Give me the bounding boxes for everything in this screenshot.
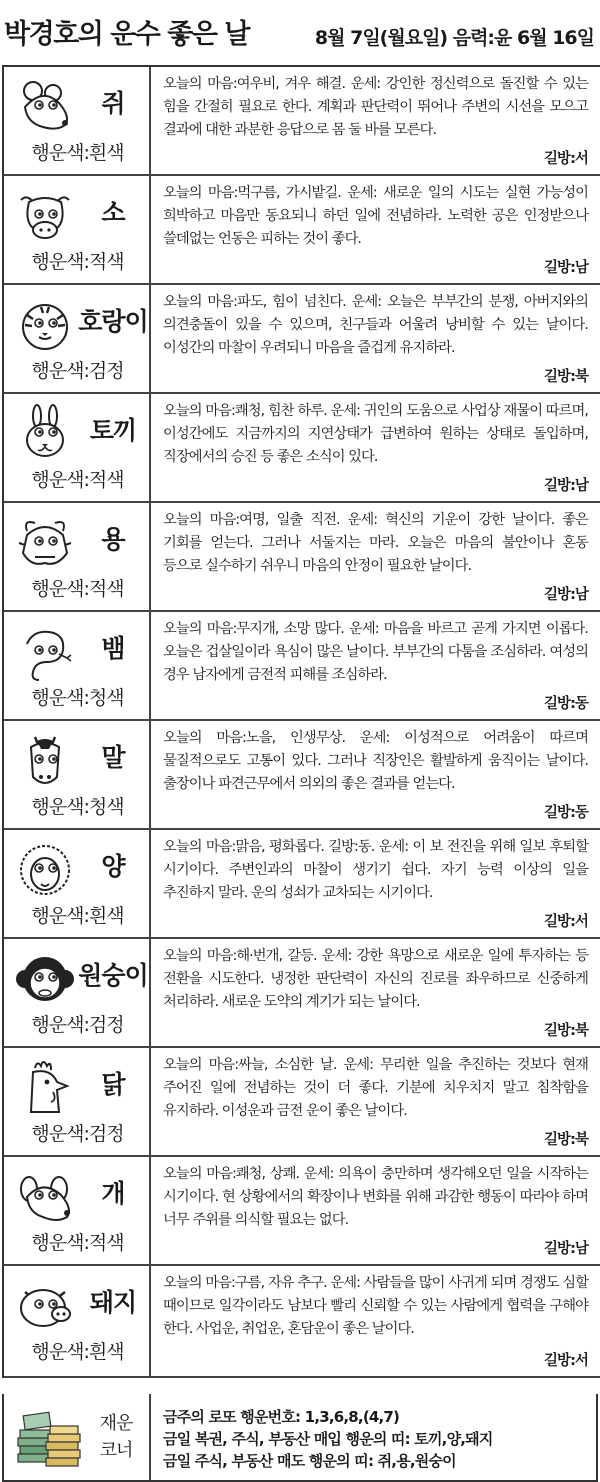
fortune-cell xyxy=(151,503,600,610)
zodiac-name: 호랑이 xyxy=(78,307,148,336)
lucky-color: 행운색:흰색 xyxy=(31,142,124,164)
zodiac-label-cell xyxy=(4,721,151,828)
lucky-direction: 길방:남 xyxy=(538,257,588,279)
zodiac-label-cell xyxy=(4,1266,151,1376)
zodiac-label-cell xyxy=(4,67,151,174)
rooster-icon xyxy=(13,1058,77,1118)
lucky-color: 행운색:검정 xyxy=(31,1123,124,1145)
lucky-direction: 길방:북 xyxy=(538,366,588,388)
zodiac-label-cell xyxy=(4,176,151,283)
fortune-text: 오늘의 마음:무지개, 소망 많다. 운세: 마음을 바르고 곧게 가지면 이롭다. 오늘은 겁살일이라 욕심이 많은 날이다. 부부간의 다툼을 조심하라. 여성의 경우 남자에게 금전적 피해를 조심하라. xyxy=(163,621,588,684)
zodiac-row xyxy=(4,721,600,830)
zodiac-label-cell xyxy=(4,285,151,392)
snake-icon xyxy=(13,622,77,682)
fortune-text: 오늘의 마음:노을, 인생무상. 운세: 이성적으로 어려움이 따르며 물질적으로도 고통이 있다. 그러나 직장인은 활발하게 움직이는 날이다. 출장이나 파견근무에서 의외의 좋은 결과를 얻는다. xyxy=(163,730,588,793)
fortune-text: 오늘의 마음:해·번개, 갈등. 운세: 강한 욕망으로 새로운 일에 투자하는 등 전환을 시도한다. 냉정한 판단력이 자신의 진로를 좌우하므로 신중하게 처리하라. 새로운 도약의 계기가 되는 날이다. xyxy=(163,948,588,1011)
zodiac-row xyxy=(4,612,600,721)
zodiac-label-cell xyxy=(4,1048,151,1155)
fortune-cell xyxy=(151,394,600,501)
lucky-color: 행운색:청색 xyxy=(31,687,124,709)
zodiac-row xyxy=(4,939,600,1048)
lucky-direction: 길방:북 xyxy=(538,1020,588,1042)
zodiac-label-cell xyxy=(4,1157,151,1264)
wealth-corner-label-line2: 코너 xyxy=(99,1440,133,1461)
lucky-color: 행운색:적색 xyxy=(31,1232,124,1254)
zodiac-row xyxy=(4,285,600,394)
lucky-color: 행운색:검정 xyxy=(31,1014,124,1036)
sell-lucky-signs: 금일 주식, 부동산 매도 행운의 띠: 쥐,용,원숭이 xyxy=(163,1452,456,1470)
fortune-text: 오늘의 마음:쾌청, 힘찬 하루. 운세: 귀인의 도움으로 사업상 재물이 따르며, 이성간에도 지금까지의 지연상태가 급변하여 원하는 상태로 돌입하며, 직장에서의 승진 등 좋은 소식이 있다. xyxy=(163,403,588,466)
zodiac-row xyxy=(4,394,600,503)
zodiac-label-cell xyxy=(4,612,151,719)
rabbit-icon xyxy=(13,404,77,464)
zodiac-label-cell xyxy=(4,830,151,937)
fortune-text: 오늘의 마음:구름, 자유 추구. 운세: 사람들을 많이 사귀게 되며 경쟁도 심할 때이므로 일각이라도 남보다 빨리 신뢰할 수 있는 사람에게 협력을 구해야 한다. 사업운, 취업운, 혼담운이 좋은 날이다. xyxy=(163,1275,588,1338)
dragon-icon xyxy=(13,513,77,573)
lotto-numbers: 금주의 로또 행운번호: 1,3,6,8,(4,7) xyxy=(163,1408,400,1426)
rat-icon xyxy=(13,77,77,137)
zodiac-row xyxy=(4,1157,600,1266)
zodiac-name: 돼지 xyxy=(89,1288,137,1317)
zodiac-name: 뱀 xyxy=(101,634,125,663)
buy-lucky-signs: 금일 복권, 주식, 부동산 매입 행운의 띠: 토끼,양,돼지 xyxy=(163,1430,493,1448)
zodiac-name: 용 xyxy=(101,525,125,554)
lucky-direction: 길방:서 xyxy=(538,911,588,933)
zodiac-label-cell xyxy=(4,939,151,1046)
lucky-direction: 길방:동 xyxy=(538,693,588,715)
fortune-cell xyxy=(151,67,600,174)
fortune-text: 오늘의 마음:먹구름, 가시밭길. 운세: 새로운 일의 시도는 실현 가능성이 희박하고 마음만 동요되니 하던 일에 전념하라. 노력한 공은 인정받으나 쓸데없는 언동은 피하는 것이 좋다. xyxy=(163,185,588,248)
ox-icon xyxy=(13,186,77,246)
lucky-color: 행운색:검정 xyxy=(31,360,124,382)
page-title: 박경호의 운수 좋은 날 xyxy=(4,19,249,50)
lucky-color: 행운색:적색 xyxy=(31,251,124,273)
lucky-direction: 길방:북 xyxy=(538,1129,588,1151)
fortune-cell xyxy=(151,1157,600,1264)
zodiac-name: 양 xyxy=(101,852,125,881)
zodiac-name: 토끼 xyxy=(89,416,137,445)
zodiac-row xyxy=(4,67,600,176)
zodiac-name: 말 xyxy=(101,743,125,772)
fortune-text: 오늘의 마음:맑음, 평화롭다. 길방:동. 운세: 이 보 전진을 위해 일보 후퇴할 시기이다. 주변인과의 마찰이 생기기 쉽다. 자기 능력 이상의 일을 추진하지 말라. 운의 성쇠가 교차되는 시기이다. xyxy=(163,839,588,902)
lucky-color: 행운색:적색 xyxy=(31,578,124,600)
money-stack-icon xyxy=(14,1408,86,1470)
lucky-direction: 길방:동 xyxy=(538,802,588,824)
lucky-color: 행운색:흰색 xyxy=(31,1341,124,1363)
monkey-icon xyxy=(13,949,77,1009)
fortune-text: 오늘의 마음:파도, 힘이 넘친다. 운세: 오늘은 부부간의 분쟁, 아버지와의 의견충돌이 있을 수 있으며, 친구들과 어울려 낭비할 수 있는 날이다. 이성간의 마찰이 우려되니 마음을 즐겁게 유지하라. xyxy=(163,294,588,357)
fortune-text: 오늘의 마음:여명, 일출 직전. 운세: 혁신의 기운이 강한 날이다. 좋은 기회를 얻는다. 그러나 서둘지는 마라. 오늘은 마음의 불안이나 혼동 등으로 실수하기 쉬우니 마음의 안정이 필요한 날이다. xyxy=(163,512,588,575)
zodiac-label-cell xyxy=(4,503,151,610)
zodiac-name: 소 xyxy=(101,198,125,227)
zodiac-label-cell xyxy=(4,394,151,501)
zodiac-name: 닭 xyxy=(101,1070,125,1099)
zodiac-row xyxy=(4,830,600,939)
fortune-cell xyxy=(151,830,600,937)
wealth-corner-content xyxy=(151,1394,596,1480)
dog-icon xyxy=(13,1167,77,1227)
zodiac-fortune-table xyxy=(2,65,600,1378)
date-line: 8월 7일(월요일) 음력:윤 6월 16일 xyxy=(314,27,594,49)
fortune-text: 오늘의 마음:여우비, 겨우 해결. 운세: 강인한 정신력으로 돌진할 수 있는 힘을 간절히 필요로 한다. 계획과 판단력이 뛰어나 주변의 시선을 모으고 결과에 대한 과분한 응답으로 몸 둘 바를 모른다. xyxy=(163,76,588,139)
lucky-direction: 길방:남 xyxy=(538,475,588,497)
fortune-cell xyxy=(151,1048,600,1155)
lucky-direction: 길방:남 xyxy=(538,584,588,606)
fortune-cell xyxy=(151,285,600,392)
zodiac-row xyxy=(4,503,600,612)
wealth-corner-label xyxy=(88,1410,144,1464)
lucky-direction: 길방:남 xyxy=(538,1238,588,1260)
fortune-cell xyxy=(151,939,600,1046)
fortune-cell xyxy=(151,721,600,828)
zodiac-row xyxy=(4,1266,600,1378)
pig-icon xyxy=(13,1276,77,1336)
zodiac-name: 원숭이 xyxy=(78,961,148,990)
wealth-corner xyxy=(2,1394,598,1482)
fortune-text: 오늘의 마음:싸늘, 소심한 날. 운세: 무리한 일을 추진하는 것보다 현재 주어진 일에 전념하는 것이 더 좋다. 기분에 치우치지 말고 침착함을 유지하라. 이성운과 금전 운이 좋은 날이다. xyxy=(163,1057,588,1120)
fortune-text: 오늘의 마음:쾌청, 상쾌. 운세: 의욕이 충만하며 생각해오던 일을 시작하는 시기이다. 현 상황에서의 확장이나 변화를 위해 과감한 행동이 따라야 하며 너무 주위를 의식할 필요는 없다. xyxy=(163,1166,588,1229)
fortune-cell xyxy=(151,612,600,719)
lucky-color: 행운색:적색 xyxy=(31,469,124,491)
wealth-corner-label-cell xyxy=(4,1394,151,1480)
lucky-direction: 길방:서 xyxy=(538,148,588,170)
wealth-corner-label-line1: 재운 xyxy=(99,1413,133,1434)
fortune-cell xyxy=(151,1266,600,1376)
lucky-color: 행운색:청색 xyxy=(31,796,124,818)
zodiac-name: 개 xyxy=(101,1179,125,1208)
lucky-direction: 길방:서 xyxy=(538,1350,588,1372)
zodiac-row xyxy=(4,1048,600,1157)
zodiac-name: 쥐 xyxy=(101,89,125,118)
sheep-icon xyxy=(13,840,77,900)
fortune-cell xyxy=(151,176,600,283)
lucky-color: 행운색:흰색 xyxy=(31,905,124,927)
zodiac-row xyxy=(4,176,600,285)
horse-icon xyxy=(13,731,77,791)
page-header xyxy=(0,0,600,62)
tiger-icon xyxy=(13,295,77,355)
